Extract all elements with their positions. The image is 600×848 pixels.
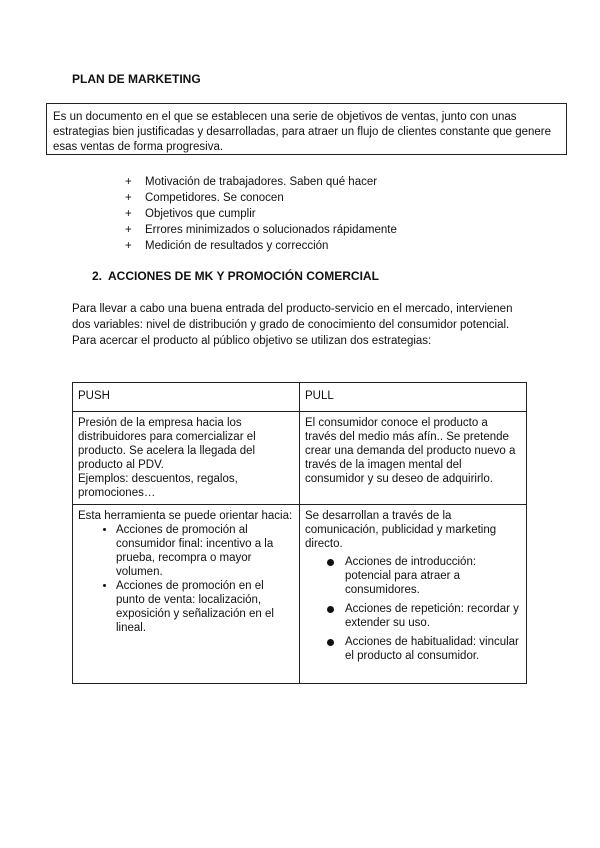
list-item: + Medición de resultados y corrección — [125, 240, 329, 252]
section-heading — [92, 269, 379, 283]
pull-actions-list — [305, 555, 521, 663]
plus-bullet: + — [125, 224, 132, 236]
push-header: PUSH — [73, 383, 300, 412]
pull-intro: Se desarrollan a través de la comunicación, publicidad y marketing directo. — [305, 510, 497, 550]
list-item: • Acciones de promoción en el punto de venta: localización, exposición y señalización en el lineal. — [116, 579, 294, 635]
plus-bullet: + — [125, 176, 132, 188]
definition-box: Es un documento en el que se establecen una serie de objetivos de ventas, junto con unas estrategias bien justificadas y desarrolladas, para atraer un flujo de clientes constante que genere esas ventas de forma progresiva. — [46, 103, 567, 155]
list-item: + Competidores. Se conocen — [125, 192, 284, 204]
push-description: Presión de la empresa hacia los distribuidores para comercializar el producto. Se acelera la llegada del producto al PDV. — [78, 417, 256, 471]
list-item: • Acciones de promoción al consumidor final: incentivo a la prueba, recompra o mayor volumen. — [116, 523, 294, 579]
push-description-cell — [73, 412, 300, 505]
pull-description: El consumidor conoce el producto a través del medio más afín.. Se pretende crear una demanda del producto nuevo a través de la imagen mental del consumidor y su deseo de adquirirlo. — [305, 417, 516, 485]
push-actions-cell — [73, 505, 300, 684]
push-intro: Esta herramienta se puede orientar hacia: — [78, 510, 293, 522]
list-item: Acciones de repetición: recordar y extender su uso. — [323, 602, 521, 630]
list-item: + Errores minimizados o solucionados rápidamente — [125, 224, 397, 236]
strategies-table — [72, 382, 527, 684]
list-item: + Motivación de trabajadores. Saben qué hacer — [125, 176, 378, 188]
page-title: PLAN DE MARKETING — [72, 72, 201, 86]
push-examples: Ejemplos: descuentos, regalos, promociones… — [78, 473, 238, 499]
paragraph: Para llevar a cabo una buena entrada del producto-servicio en el mercado, intervienen dos variables: nivel de distribución y grado de conocimiento del consumidor potencial. — [72, 303, 513, 331]
section-title: ACCIONES DE MK Y PROMOCIÓN COMERCIAL — [108, 269, 379, 283]
plus-bullet: + — [125, 208, 132, 220]
list-item: Acciones de habitualidad: vincular el producto al consumidor. — [323, 635, 521, 663]
pull-actions-cell — [300, 505, 527, 684]
benefits-list — [125, 174, 397, 254]
pull-header: PULL — [300, 383, 527, 412]
push-actions-list — [78, 523, 294, 635]
plus-bullet: + — [125, 240, 132, 252]
pull-description-cell — [300, 412, 527, 505]
section-paragraphs — [72, 301, 532, 349]
list-item: + Objetivos que cumplir — [125, 208, 256, 220]
list-item: Acciones de introducción: potencial para atraer a consumidores. — [323, 555, 521, 597]
paragraph: Para acercar el producto al público objetivo se utilizan dos estrategias: — [72, 335, 432, 347]
section-number: 2. — [92, 269, 103, 283]
plus-bullet: + — [125, 192, 132, 204]
